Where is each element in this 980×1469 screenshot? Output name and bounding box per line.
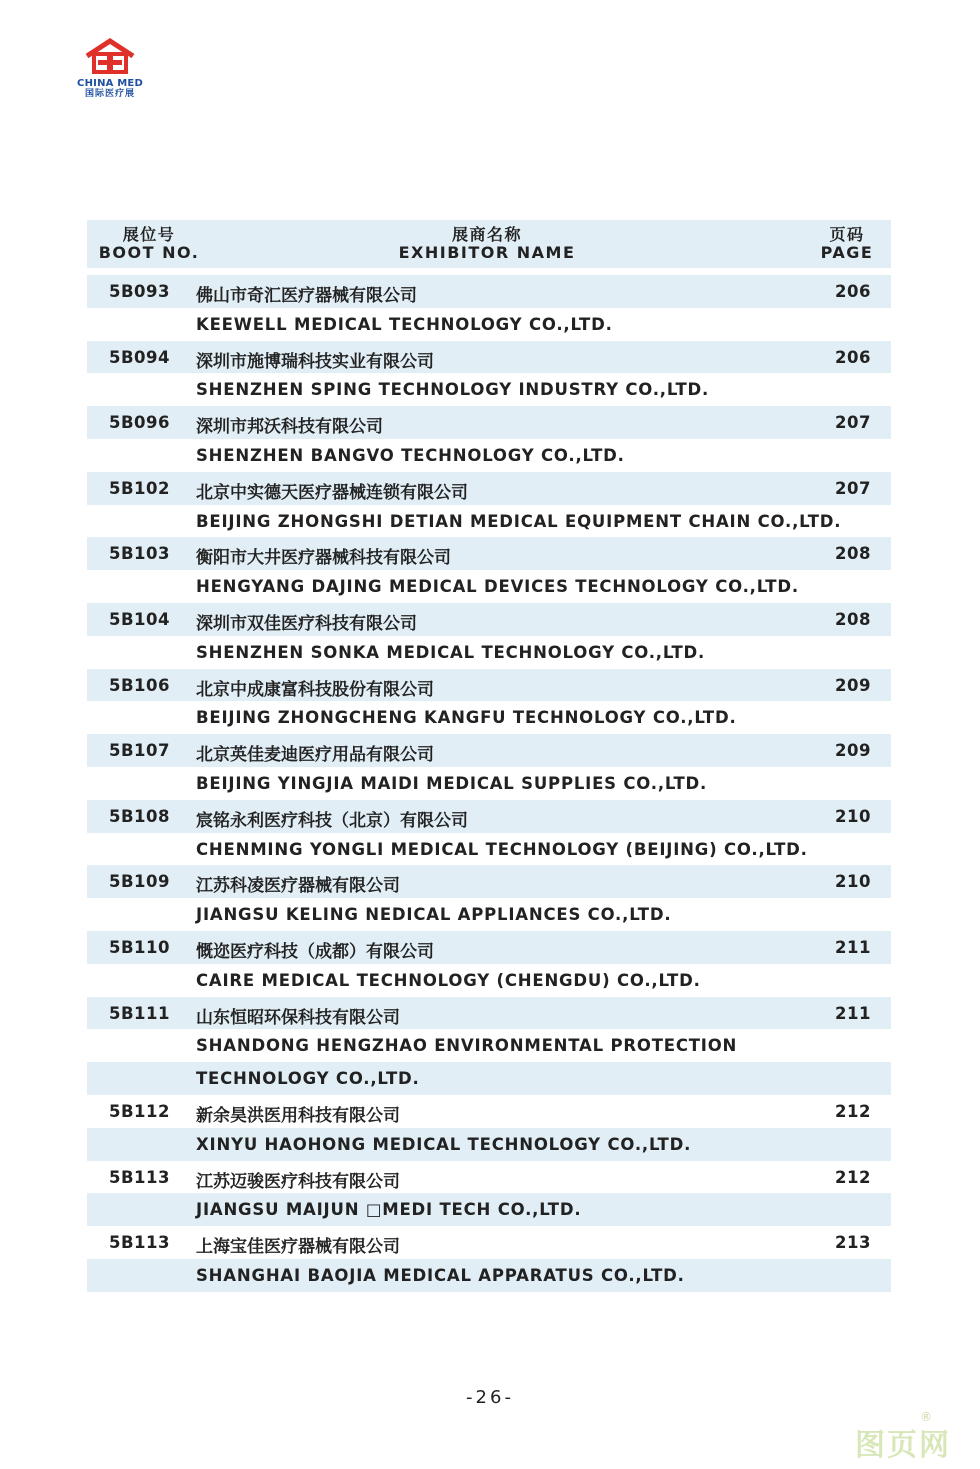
page-ref: 207 bbox=[835, 478, 871, 498]
exhibitor-name-cn: 深圳市施博瑞科技实业有限公司 bbox=[196, 351, 434, 372]
booth-number: 5B107 bbox=[109, 741, 170, 761]
table-body bbox=[87, 275, 891, 1292]
exhibitor-name-cn: 江苏科凌医疗器械有限公司 bbox=[196, 876, 400, 897]
booth-number: 5B093 bbox=[109, 282, 170, 301]
table-row-en bbox=[87, 570, 891, 603]
exhibitor-name-cn: 新余昊洪医用科技有限公司 bbox=[196, 1105, 400, 1126]
table-row-en bbox=[87, 701, 891, 734]
table-header bbox=[87, 220, 891, 268]
table-row bbox=[87, 1226, 891, 1259]
booth-number: 5B113 bbox=[109, 1233, 170, 1253]
header-booth-cn: 展位号 bbox=[122, 225, 176, 244]
table-row bbox=[87, 603, 891, 636]
page-ref: 207 bbox=[835, 413, 871, 433]
table-row-en bbox=[87, 439, 891, 472]
booth-number: 5B112 bbox=[109, 1101, 170, 1121]
logo-text-en: CHINA MED bbox=[77, 78, 143, 89]
page-ref: 206 bbox=[835, 282, 871, 301]
exhibitor-table bbox=[87, 220, 891, 1292]
exhibitor-name-cn: 上海宝佳医疗器械有限公司 bbox=[196, 1237, 400, 1258]
page-ref: 209 bbox=[835, 741, 871, 761]
page-ref: 210 bbox=[835, 872, 871, 892]
exhibitor-name-cn: 佛山市奇汇医疗器械有限公司 bbox=[196, 286, 417, 306]
table-row bbox=[87, 472, 891, 505]
exhibitor-name-cn: 山东恒昭环保科技有限公司 bbox=[196, 1007, 400, 1028]
page-ref: 208 bbox=[835, 544, 871, 564]
header-booth bbox=[87, 226, 211, 262]
table-row bbox=[87, 865, 891, 898]
table-row bbox=[87, 800, 891, 833]
exhibitor-name-en: BEIJING YINGJIA MAIDI MEDICAL SUPPLIES CO.,LTD. bbox=[196, 773, 708, 793]
booth-number: 5B094 bbox=[109, 347, 170, 367]
exhibitor-name-en: BEIJING ZHONGCHENG KANGFU TECHNOLOGY CO.,LTD. bbox=[196, 708, 737, 728]
table-row bbox=[87, 275, 891, 308]
table-row-en bbox=[87, 1193, 891, 1226]
exhibitor-name-en: SHANDONG HENGZHAO ENVIRONMENTAL PROTECTION bbox=[196, 1036, 738, 1056]
header-name-cn: 展商名称 bbox=[451, 225, 522, 244]
booth-number: 5B113 bbox=[109, 1167, 170, 1187]
watermark-registered-mark: ® bbox=[920, 1410, 932, 1424]
exhibitor-name-en: HENGYANG DAJING MEDICAL DEVICES TECHNOLOGY CO.,LTD. bbox=[196, 577, 799, 597]
table-row bbox=[87, 734, 891, 767]
header-booth-en: BOOT NO. bbox=[98, 243, 200, 262]
page-ref: 212 bbox=[835, 1167, 871, 1187]
exhibitor-name-cn: 北京英佳麦迪医疗用品有限公司 bbox=[196, 745, 434, 766]
table-row-en bbox=[87, 1029, 891, 1062]
table-row-en bbox=[87, 833, 891, 866]
exhibitor-name-cn: 衡阳市大井医疗器械科技有限公司 bbox=[196, 548, 451, 569]
hospital-house-icon bbox=[83, 38, 137, 76]
exhibitor-name-cn: 北京中成康富科技股份有限公司 bbox=[196, 679, 434, 700]
header-page-cn: 页码 bbox=[829, 225, 865, 244]
exhibitor-name-cn: 深圳市邦沃科技有限公司 bbox=[196, 417, 383, 438]
page-ref: 212 bbox=[835, 1101, 871, 1121]
exhibitor-name-cn: 慨迩医疗科技（成都）有限公司 bbox=[196, 941, 434, 962]
table-row bbox=[87, 1095, 891, 1128]
table-row-en bbox=[87, 1128, 891, 1161]
logo-text-cn: 国际医疗展 bbox=[84, 89, 135, 99]
table-row bbox=[87, 537, 891, 570]
exhibitor-name-cn: 宸铭永利医疗科技（北京）有限公司 bbox=[196, 810, 468, 831]
page-ref: 211 bbox=[835, 1003, 871, 1023]
table-row-en bbox=[87, 308, 891, 341]
booth-number: 5B103 bbox=[109, 544, 170, 564]
booth-number: 5B111 bbox=[109, 1003, 170, 1023]
exhibitor-name-en: BEIJING ZHONGSHI DETIAN MEDICAL EQUIPMENT CHAIN CO.,LTD. bbox=[196, 511, 842, 531]
booth-number: 5B104 bbox=[109, 609, 170, 629]
china-med-logo bbox=[70, 38, 150, 100]
watermark: 图页网 bbox=[855, 1428, 951, 1463]
table-row bbox=[87, 931, 891, 964]
table-row-en bbox=[87, 636, 891, 669]
page-ref: 213 bbox=[835, 1233, 871, 1253]
table-row bbox=[87, 341, 891, 374]
page-ref: 208 bbox=[835, 609, 871, 629]
table-row bbox=[87, 997, 891, 1030]
page-ref: 211 bbox=[835, 937, 871, 957]
table-row-en bbox=[87, 1259, 891, 1292]
exhibitor-name-en: KEEWELL MEDICAL TECHNOLOGY CO.,LTD. bbox=[196, 314, 613, 334]
exhibitor-name-en: TECHNOLOGY CO.,LTD. bbox=[196, 1069, 420, 1089]
exhibitor-name-cn: 北京中实德天医疗器械连锁有限公司 bbox=[196, 482, 468, 503]
page-ref: 209 bbox=[835, 675, 871, 695]
exhibitor-name-cn: 江苏迈骏医疗科技有限公司 bbox=[196, 1171, 400, 1192]
exhibitor-name-en: SHENZHEN SPING TECHNOLOGY INDUSTRY CO.,LTD. bbox=[196, 380, 710, 400]
table-row-en bbox=[87, 767, 891, 800]
exhibitor-name-en: JIANGSU MAIJUN □MEDI TECH CO.,LTD. bbox=[196, 1200, 582, 1220]
table-row bbox=[87, 669, 891, 702]
booth-number: 5B096 bbox=[109, 413, 170, 433]
exhibitor-name-en: XINYU HAOHONG MEDICAL TECHNOLOGY CO.,LTD. bbox=[196, 1134, 692, 1154]
header-page bbox=[797, 226, 897, 262]
booth-number: 5B102 bbox=[109, 478, 170, 498]
exhibitor-name-en: CAIRE MEDICAL TECHNOLOGY (CHENGDU) CO.,LTD. bbox=[196, 970, 701, 990]
header-exhibitor bbox=[237, 226, 737, 262]
page-ref: 210 bbox=[835, 806, 871, 826]
header-name-en: EXHIBITOR NAME bbox=[398, 243, 576, 262]
table-row bbox=[87, 406, 891, 439]
header-page-en: PAGE bbox=[820, 243, 874, 262]
table-row-en bbox=[87, 1062, 891, 1095]
exhibitor-name-cn: 深圳市双佳医疗科技有限公司 bbox=[196, 613, 417, 634]
booth-number: 5B106 bbox=[109, 675, 170, 695]
page-number: -26- bbox=[466, 1387, 514, 1408]
table-row bbox=[87, 1161, 891, 1194]
exhibitor-name-en: CHENMING YONGLI MEDICAL TECHNOLOGY (BEIJING) CO.,LTD. bbox=[196, 839, 808, 859]
table-row-en bbox=[87, 964, 891, 997]
page-ref: 206 bbox=[835, 347, 871, 367]
booth-number: 5B109 bbox=[109, 872, 170, 892]
exhibitor-name-en: JIANGSU KELING NEDICAL APPLIANCES CO.,LTD. bbox=[196, 905, 672, 925]
booth-number: 5B108 bbox=[109, 806, 170, 826]
exhibitor-name-en: SHANGHAI BAOJIA MEDICAL APPARATUS CO.,LTD. bbox=[196, 1265, 685, 1285]
exhibitor-name-en: SHENZHEN BANGVO TECHNOLOGY CO.,LTD. bbox=[196, 445, 625, 465]
table-row-en bbox=[87, 505, 891, 538]
table-row-en bbox=[87, 373, 891, 406]
exhibitor-name-en: SHENZHEN SONKA MEDICAL TECHNOLOGY CO.,LTD. bbox=[196, 642, 706, 662]
booth-number: 5B110 bbox=[109, 937, 170, 957]
table-row-en bbox=[87, 898, 891, 931]
